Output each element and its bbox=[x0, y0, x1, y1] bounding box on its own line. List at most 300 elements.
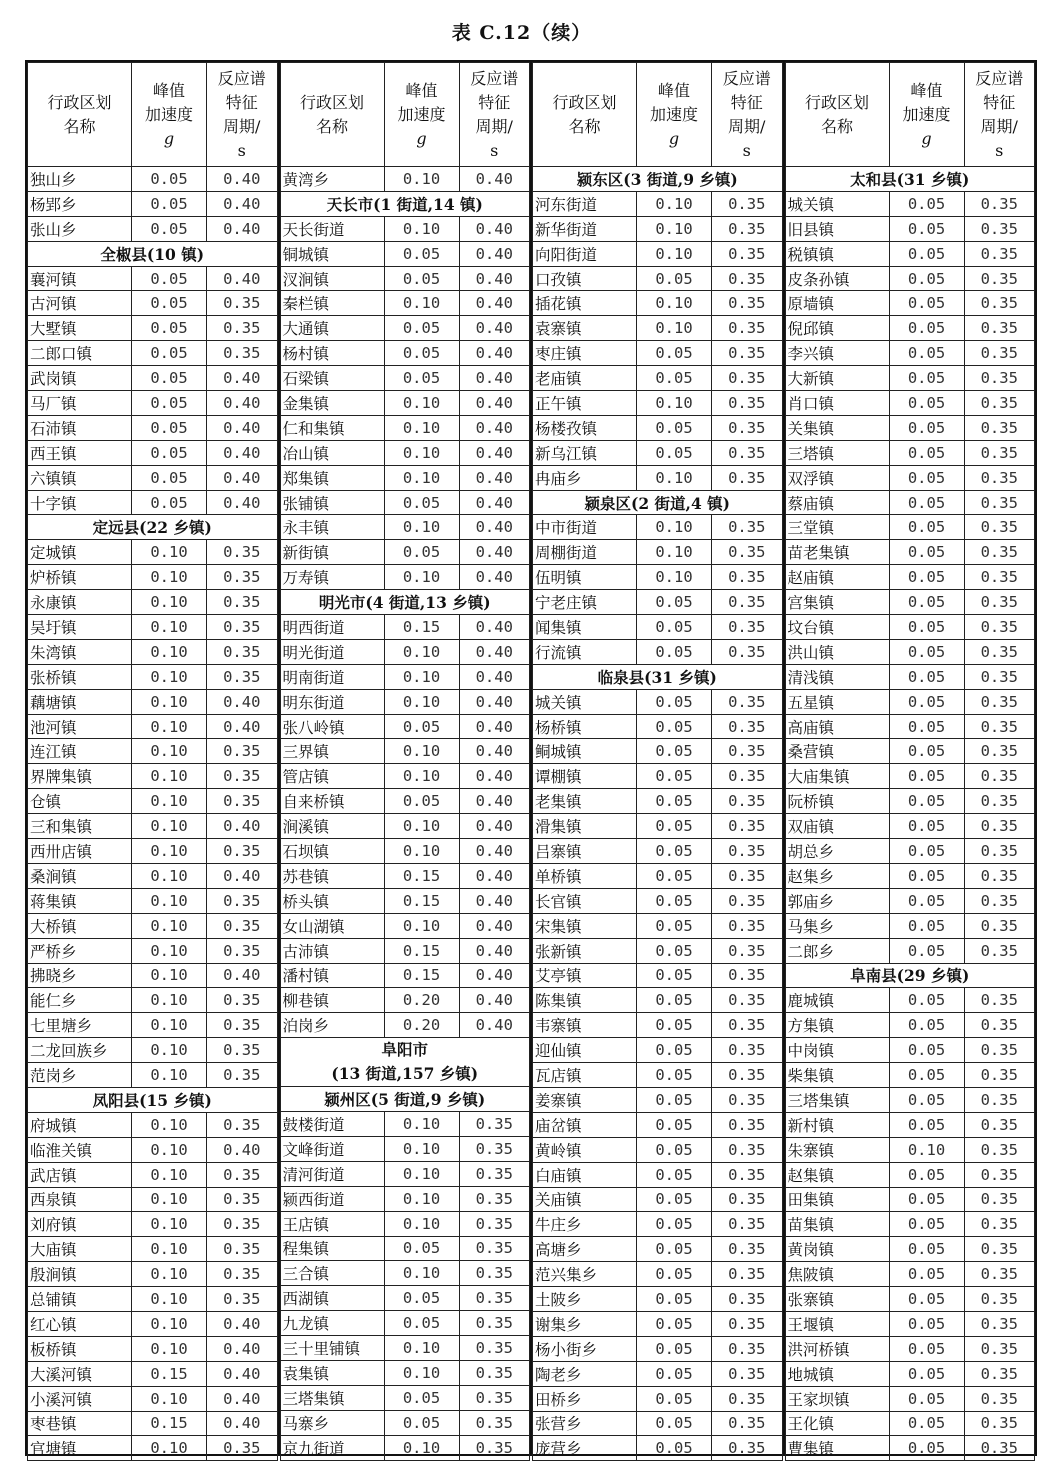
characteristic-period-value: 0.35 bbox=[712, 1212, 783, 1237]
table-row bbox=[533, 291, 783, 316]
characteristic-period-value: 0.35 bbox=[964, 1411, 1035, 1436]
region-name: 鼓楼街道 bbox=[280, 1112, 384, 1137]
region-name: 韦寨镇 bbox=[533, 1013, 637, 1038]
header-peak-acceleration: 峰值 加速度 g bbox=[384, 63, 459, 167]
peak-acceleration-value: 0.05 bbox=[637, 1436, 712, 1461]
peak-acceleration-value: 0.05 bbox=[889, 1386, 964, 1411]
table-row bbox=[785, 938, 1035, 963]
section-heading: 临泉县(31 乡镇) bbox=[533, 664, 783, 689]
peak-acceleration-value: 0.05 bbox=[637, 1237, 712, 1262]
characteristic-period-value: 0.35 bbox=[712, 1187, 783, 1212]
region-name: 桑涧镇 bbox=[28, 863, 132, 888]
characteristic-period-value: 0.35 bbox=[964, 1212, 1035, 1237]
peak-acceleration-value: 0.10 bbox=[637, 515, 712, 540]
characteristic-period-value: 0.35 bbox=[207, 1112, 278, 1137]
peak-acceleration-value: 0.05 bbox=[889, 1212, 964, 1237]
table-row bbox=[785, 191, 1035, 216]
peak-acceleration-value: 0.05 bbox=[889, 764, 964, 789]
peak-acceleration-value: 0.05 bbox=[637, 789, 712, 814]
peak-acceleration-value: 0.10 bbox=[384, 689, 459, 714]
region-name: 三界镇 bbox=[280, 739, 384, 764]
table-row bbox=[533, 1063, 783, 1088]
region-name: 仓镇 bbox=[28, 789, 132, 814]
peak-acceleration-value: 0.05 bbox=[889, 316, 964, 341]
peak-acceleration-value: 0.05 bbox=[889, 540, 964, 565]
region-name: 插花镇 bbox=[533, 291, 637, 316]
table-row bbox=[785, 1087, 1035, 1112]
table-row bbox=[28, 714, 278, 739]
peak-acceleration-value: 0.05 bbox=[384, 1385, 459, 1410]
table-row bbox=[533, 1287, 783, 1312]
characteristic-period-value: 0.40 bbox=[459, 689, 530, 714]
region-name: 杨楼孜镇 bbox=[533, 415, 637, 440]
region-name: 大新镇 bbox=[785, 366, 889, 391]
region-name: 袁寨镇 bbox=[533, 316, 637, 341]
characteristic-period-value: 0.35 bbox=[207, 764, 278, 789]
peak-acceleration-value: 0.10 bbox=[384, 764, 459, 789]
region-name: 连江镇 bbox=[28, 739, 132, 764]
characteristic-period-value: 0.35 bbox=[207, 913, 278, 938]
region-name: 行流镇 bbox=[533, 639, 637, 664]
characteristic-period-value: 0.35 bbox=[459, 1410, 530, 1435]
table-row bbox=[785, 1311, 1035, 1336]
region-name: 新乌江镇 bbox=[533, 440, 637, 465]
section-row bbox=[280, 191, 530, 216]
characteristic-period-value: 0.40 bbox=[459, 913, 530, 938]
characteristic-period-value: 0.35 bbox=[207, 341, 278, 366]
table-row bbox=[785, 465, 1035, 490]
table-row bbox=[280, 863, 530, 888]
characteristic-period-value: 0.35 bbox=[712, 440, 783, 465]
table-row bbox=[28, 988, 278, 1013]
table-row bbox=[533, 216, 783, 241]
table-row bbox=[280, 440, 530, 465]
region-name: 蒋集镇 bbox=[28, 888, 132, 913]
characteristic-period-value: 0.35 bbox=[207, 540, 278, 565]
peak-acceleration-value: 0.05 bbox=[132, 391, 207, 416]
peak-acceleration-value: 0.05 bbox=[132, 341, 207, 366]
table-row bbox=[28, 191, 278, 216]
peak-acceleration-value: 0.10 bbox=[637, 465, 712, 490]
table-row bbox=[533, 1212, 783, 1237]
peak-acceleration-value: 0.05 bbox=[637, 1087, 712, 1112]
characteristic-period-value: 0.35 bbox=[207, 1013, 278, 1038]
peak-acceleration-value: 0.05 bbox=[637, 1311, 712, 1336]
peak-acceleration-value: 0.10 bbox=[384, 167, 459, 192]
characteristic-period-value: 0.40 bbox=[207, 1386, 278, 1411]
section-row bbox=[785, 167, 1035, 192]
region-name: 秦栏镇 bbox=[280, 291, 384, 316]
characteristic-period-value: 0.35 bbox=[459, 1236, 530, 1261]
table-row bbox=[533, 440, 783, 465]
table-row bbox=[280, 888, 530, 913]
section-row bbox=[280, 1087, 530, 1112]
characteristic-period-value: 0.40 bbox=[459, 814, 530, 839]
characteristic-period-value: 0.35 bbox=[964, 1386, 1035, 1411]
table-row bbox=[280, 913, 530, 938]
region-name: 七里塘乡 bbox=[28, 1013, 132, 1038]
peak-acceleration-value: 0.05 bbox=[889, 1361, 964, 1386]
peak-acceleration-value: 0.10 bbox=[384, 1211, 459, 1236]
characteristic-period-value: 0.40 bbox=[207, 216, 278, 241]
peak-acceleration-value: 0.05 bbox=[889, 1436, 964, 1461]
table-row bbox=[785, 714, 1035, 739]
peak-acceleration-value: 0.05 bbox=[889, 714, 964, 739]
region-name: 郭庙乡 bbox=[785, 888, 889, 913]
region-name: 向阳街道 bbox=[533, 241, 637, 266]
region-name: 杨桥镇 bbox=[533, 714, 637, 739]
region-name: 定城镇 bbox=[28, 540, 132, 565]
peak-acceleration-value: 0.10 bbox=[132, 1038, 207, 1063]
table-row bbox=[533, 1187, 783, 1212]
characteristic-period-value: 0.35 bbox=[207, 938, 278, 963]
region-name: 拂晓乡 bbox=[28, 963, 132, 988]
characteristic-period-value: 0.35 bbox=[964, 1262, 1035, 1287]
characteristic-period-value: 0.40 bbox=[207, 1336, 278, 1361]
table-row bbox=[28, 1436, 278, 1461]
region-name: 石坝镇 bbox=[280, 839, 384, 864]
region-name: 谭棚镇 bbox=[533, 764, 637, 789]
region-name: 界牌集镇 bbox=[28, 764, 132, 789]
characteristic-period-value: 0.35 bbox=[712, 615, 783, 640]
region-name: 三和集镇 bbox=[28, 814, 132, 839]
table-row bbox=[785, 366, 1035, 391]
region-name: 胡总乡 bbox=[785, 839, 889, 864]
characteristic-period-value: 0.35 bbox=[964, 391, 1035, 416]
characteristic-period-value: 0.40 bbox=[459, 963, 530, 988]
region-name: 万寿镇 bbox=[280, 565, 384, 590]
peak-acceleration-value: 0.10 bbox=[132, 963, 207, 988]
table-row bbox=[28, 639, 278, 664]
table-row bbox=[533, 391, 783, 416]
peak-acceleration-value: 0.05 bbox=[637, 839, 712, 864]
peak-acceleration-value: 0.05 bbox=[889, 366, 964, 391]
region-name: 三塔集镇 bbox=[785, 1087, 889, 1112]
header-name: 行政区划 名称 bbox=[533, 63, 637, 167]
table-row bbox=[785, 639, 1035, 664]
characteristic-period-value: 0.35 bbox=[207, 839, 278, 864]
table-row bbox=[280, 241, 530, 266]
peak-acceleration-value: 0.10 bbox=[132, 664, 207, 689]
peak-acceleration-value: 0.05 bbox=[637, 739, 712, 764]
table-row bbox=[533, 1311, 783, 1336]
table-row bbox=[280, 1385, 530, 1410]
peak-acceleration-value: 0.05 bbox=[889, 266, 964, 291]
peak-acceleration-value: 0.20 bbox=[384, 1013, 459, 1038]
region-name: 文峰街道 bbox=[280, 1136, 384, 1161]
region-name: 新街镇 bbox=[280, 540, 384, 565]
region-name: 杨郢乡 bbox=[28, 191, 132, 216]
table-row bbox=[280, 291, 530, 316]
table-row bbox=[28, 615, 278, 640]
characteristic-period-value: 0.35 bbox=[459, 1136, 530, 1161]
characteristic-period-value: 0.35 bbox=[712, 565, 783, 590]
characteristic-period-value: 0.35 bbox=[459, 1360, 530, 1385]
region-name: 口孜镇 bbox=[533, 266, 637, 291]
table-row bbox=[785, 913, 1035, 938]
characteristic-period-value: 0.35 bbox=[964, 863, 1035, 888]
peak-acceleration-value: 0.10 bbox=[637, 391, 712, 416]
table-row bbox=[280, 1286, 530, 1311]
table-row bbox=[785, 789, 1035, 814]
characteristic-period-value: 0.35 bbox=[964, 191, 1035, 216]
region-name: 汊涧镇 bbox=[280, 266, 384, 291]
region-name: 泊岗乡 bbox=[280, 1013, 384, 1038]
region-name: 土陂乡 bbox=[533, 1287, 637, 1312]
region-name: 范兴集乡 bbox=[533, 1262, 637, 1287]
table-row bbox=[280, 963, 530, 988]
peak-acceleration-value: 0.05 bbox=[637, 639, 712, 664]
peak-acceleration-value: 0.10 bbox=[132, 1311, 207, 1336]
characteristic-period-value: 0.35 bbox=[207, 639, 278, 664]
characteristic-period-value: 0.35 bbox=[459, 1112, 530, 1137]
region-name: 老集镇 bbox=[533, 789, 637, 814]
section-heading: 凤阳县(15 乡镇) bbox=[28, 1087, 278, 1112]
characteristic-period-value: 0.40 bbox=[459, 1013, 530, 1038]
characteristic-period-value: 0.35 bbox=[712, 1038, 783, 1063]
header-characteristic-period: 反应谱 特征 周期/ s bbox=[459, 63, 530, 167]
characteristic-period-value: 0.35 bbox=[207, 1187, 278, 1212]
region-name: 三合镇 bbox=[280, 1261, 384, 1286]
peak-acceleration-value: 0.05 bbox=[889, 863, 964, 888]
table-row bbox=[28, 540, 278, 565]
region-name: 新华街道 bbox=[533, 216, 637, 241]
peak-acceleration-value: 0.10 bbox=[384, 1360, 459, 1385]
characteristic-period-value: 0.40 bbox=[459, 540, 530, 565]
peak-acceleration-value: 0.10 bbox=[132, 814, 207, 839]
peak-acceleration-value: 0.05 bbox=[889, 739, 964, 764]
peak-acceleration-value: 0.10 bbox=[384, 1112, 459, 1137]
region-name: 杨小街乡 bbox=[533, 1336, 637, 1361]
table-row bbox=[280, 540, 530, 565]
peak-acceleration-value: 0.10 bbox=[132, 789, 207, 814]
characteristic-period-value: 0.35 bbox=[207, 1212, 278, 1237]
section-heading: 阜阳市 (13 街道,157 乡镇) bbox=[280, 1038, 530, 1087]
region-name: 武店镇 bbox=[28, 1162, 132, 1187]
peak-acceleration-value: 0.05 bbox=[889, 1063, 964, 1088]
header-peak-acceleration: 峰值 加速度 g bbox=[637, 63, 712, 167]
region-name: 张新镇 bbox=[533, 938, 637, 963]
region-name: 伍明镇 bbox=[533, 565, 637, 590]
peak-acceleration-value: 0.10 bbox=[384, 216, 459, 241]
peak-acceleration-value: 0.10 bbox=[384, 639, 459, 664]
characteristic-period-value: 0.35 bbox=[712, 963, 783, 988]
characteristic-period-value: 0.40 bbox=[459, 366, 530, 391]
characteristic-period-value: 0.35 bbox=[964, 664, 1035, 689]
characteristic-period-value: 0.35 bbox=[459, 1186, 530, 1211]
section-heading: 定远县(22 乡镇) bbox=[28, 515, 278, 540]
region-name: 管店镇 bbox=[280, 764, 384, 789]
peak-acceleration-value: 0.10 bbox=[132, 1063, 207, 1088]
characteristic-period-value: 0.35 bbox=[712, 739, 783, 764]
peak-acceleration-value: 0.05 bbox=[637, 1287, 712, 1312]
table-row bbox=[280, 1261, 530, 1286]
characteristic-period-value: 0.40 bbox=[459, 764, 530, 789]
peak-acceleration-value: 0.05 bbox=[889, 689, 964, 714]
region-name: 二龙回族乡 bbox=[28, 1038, 132, 1063]
peak-acceleration-value: 0.10 bbox=[384, 739, 459, 764]
peak-acceleration-value: 0.15 bbox=[384, 615, 459, 640]
characteristic-period-value: 0.40 bbox=[207, 167, 278, 192]
table-row bbox=[533, 241, 783, 266]
region-name: 瓦店镇 bbox=[533, 1063, 637, 1088]
characteristic-period-value: 0.35 bbox=[964, 316, 1035, 341]
table-row bbox=[280, 664, 530, 689]
region-name: 正午镇 bbox=[533, 391, 637, 416]
characteristic-period-value: 0.35 bbox=[712, 639, 783, 664]
table-row bbox=[785, 440, 1035, 465]
peak-acceleration-value: 0.10 bbox=[637, 291, 712, 316]
region-name: 杨村镇 bbox=[280, 341, 384, 366]
characteristic-period-value: 0.35 bbox=[964, 764, 1035, 789]
region-name: 西王镇 bbox=[28, 440, 132, 465]
peak-acceleration-value: 0.10 bbox=[384, 415, 459, 440]
peak-acceleration-value: 0.05 bbox=[889, 291, 964, 316]
peak-acceleration-value: 0.05 bbox=[637, 764, 712, 789]
characteristic-period-value: 0.40 bbox=[459, 391, 530, 416]
region-name: 宋集镇 bbox=[533, 913, 637, 938]
region-name: 方集镇 bbox=[785, 1013, 889, 1038]
region-name: 柴集镇 bbox=[785, 1063, 889, 1088]
peak-acceleration-value: 0.10 bbox=[132, 540, 207, 565]
characteristic-period-value: 0.40 bbox=[459, 216, 530, 241]
region-name: 周棚街道 bbox=[533, 540, 637, 565]
region-name: 炉桥镇 bbox=[28, 565, 132, 590]
peak-acceleration-value: 0.05 bbox=[637, 863, 712, 888]
characteristic-period-value: 0.35 bbox=[964, 366, 1035, 391]
characteristic-period-value: 0.35 bbox=[712, 814, 783, 839]
peak-acceleration-value: 0.05 bbox=[889, 1112, 964, 1137]
peak-acceleration-value: 0.10 bbox=[132, 739, 207, 764]
peak-acceleration-value: 0.05 bbox=[637, 1112, 712, 1137]
characteristic-period-value: 0.40 bbox=[207, 1311, 278, 1336]
table-row bbox=[785, 540, 1035, 565]
table-row bbox=[280, 639, 530, 664]
characteristic-period-value: 0.35 bbox=[964, 814, 1035, 839]
region-name: 吕寨镇 bbox=[533, 839, 637, 864]
characteristic-period-value: 0.40 bbox=[459, 888, 530, 913]
peak-acceleration-value: 0.05 bbox=[637, 1013, 712, 1038]
peak-acceleration-value: 0.10 bbox=[384, 1336, 459, 1361]
peak-acceleration-value: 0.10 bbox=[132, 1212, 207, 1237]
characteristic-period-value: 0.35 bbox=[207, 565, 278, 590]
peak-acceleration-value: 0.05 bbox=[132, 316, 207, 341]
characteristic-period-value: 0.40 bbox=[459, 565, 530, 590]
peak-acceleration-value: 0.05 bbox=[132, 266, 207, 291]
peak-acceleration-value: 0.05 bbox=[132, 415, 207, 440]
header-name: 行政区划 名称 bbox=[280, 63, 384, 167]
table-row bbox=[785, 615, 1035, 640]
characteristic-period-value: 0.35 bbox=[712, 1411, 783, 1436]
table-row bbox=[280, 814, 530, 839]
peak-acceleration-value: 0.05 bbox=[384, 490, 459, 515]
region-name: 宫集镇 bbox=[785, 590, 889, 615]
characteristic-period-value: 0.40 bbox=[207, 391, 278, 416]
header-name: 行政区划 名称 bbox=[28, 63, 132, 167]
region-name: 总铺镇 bbox=[28, 1287, 132, 1312]
region-name: 郑集镇 bbox=[280, 465, 384, 490]
table-row bbox=[533, 764, 783, 789]
table-row bbox=[533, 689, 783, 714]
peak-acceleration-value: 0.10 bbox=[384, 465, 459, 490]
region-name: 朱湾镇 bbox=[28, 639, 132, 664]
table-row bbox=[533, 465, 783, 490]
region-name: 苗老集镇 bbox=[785, 540, 889, 565]
table-column-3 bbox=[532, 62, 785, 1459]
peak-acceleration-value: 0.10 bbox=[637, 191, 712, 216]
peak-acceleration-value: 0.10 bbox=[132, 615, 207, 640]
region-name: 自来桥镇 bbox=[280, 789, 384, 814]
characteristic-period-value: 0.40 bbox=[459, 988, 530, 1013]
characteristic-period-value: 0.40 bbox=[459, 266, 530, 291]
peak-acceleration-value: 0.05 bbox=[384, 341, 459, 366]
table-row bbox=[533, 938, 783, 963]
table-row bbox=[533, 341, 783, 366]
characteristic-period-value: 0.35 bbox=[712, 1311, 783, 1336]
table-row bbox=[28, 1262, 278, 1287]
characteristic-period-value: 0.40 bbox=[459, 316, 530, 341]
table-row bbox=[785, 988, 1035, 1013]
table-row bbox=[533, 266, 783, 291]
region-name: 赵集镇 bbox=[785, 1162, 889, 1187]
peak-acceleration-value: 0.05 bbox=[132, 291, 207, 316]
peak-acceleration-value: 0.10 bbox=[384, 1186, 459, 1211]
region-name: 庙岔镇 bbox=[533, 1112, 637, 1137]
table-row bbox=[280, 565, 530, 590]
table-row bbox=[280, 341, 530, 366]
peak-acceleration-value: 0.05 bbox=[132, 167, 207, 192]
table-row bbox=[785, 814, 1035, 839]
region-name: 二郎口镇 bbox=[28, 341, 132, 366]
region-name: 王堰镇 bbox=[785, 1311, 889, 1336]
peak-acceleration-value: 0.05 bbox=[132, 465, 207, 490]
characteristic-period-value: 0.35 bbox=[712, 938, 783, 963]
peak-acceleration-value: 0.15 bbox=[384, 938, 459, 963]
characteristic-period-value: 0.35 bbox=[964, 490, 1035, 515]
characteristic-period-value: 0.35 bbox=[207, 888, 278, 913]
characteristic-period-value: 0.40 bbox=[459, 440, 530, 465]
characteristic-period-value: 0.35 bbox=[712, 1436, 783, 1461]
peak-acceleration-value: 0.05 bbox=[384, 1410, 459, 1435]
characteristic-period-value: 0.35 bbox=[207, 291, 278, 316]
characteristic-period-value: 0.35 bbox=[712, 1287, 783, 1312]
region-name: 苏巷镇 bbox=[280, 863, 384, 888]
region-name: 庞营乡 bbox=[533, 1436, 637, 1461]
region-name: 京九街道 bbox=[280, 1435, 384, 1460]
table-row bbox=[28, 1112, 278, 1137]
table-row bbox=[533, 515, 783, 540]
section-heading: 太和县(31 乡镇) bbox=[785, 167, 1035, 192]
peak-acceleration-value: 0.05 bbox=[637, 988, 712, 1013]
region-name: 临淮关镇 bbox=[28, 1137, 132, 1162]
characteristic-period-value: 0.35 bbox=[964, 913, 1035, 938]
characteristic-period-value: 0.35 bbox=[712, 1336, 783, 1361]
peak-acceleration-value: 0.10 bbox=[132, 1112, 207, 1137]
table-row bbox=[280, 1236, 530, 1261]
characteristic-period-value: 0.40 bbox=[207, 1137, 278, 1162]
region-name: 黄岭镇 bbox=[533, 1137, 637, 1162]
characteristic-period-value: 0.35 bbox=[964, 1436, 1035, 1461]
characteristic-period-value: 0.40 bbox=[459, 341, 530, 366]
peak-acceleration-value: 0.10 bbox=[132, 938, 207, 963]
peak-acceleration-value: 0.05 bbox=[889, 1237, 964, 1262]
characteristic-period-value: 0.35 bbox=[964, 590, 1035, 615]
table-row bbox=[280, 1186, 530, 1211]
peak-acceleration-value: 0.10 bbox=[384, 1261, 459, 1286]
peak-acceleration-value: 0.10 bbox=[637, 565, 712, 590]
characteristic-period-value: 0.40 bbox=[459, 465, 530, 490]
peak-acceleration-value: 0.05 bbox=[384, 241, 459, 266]
